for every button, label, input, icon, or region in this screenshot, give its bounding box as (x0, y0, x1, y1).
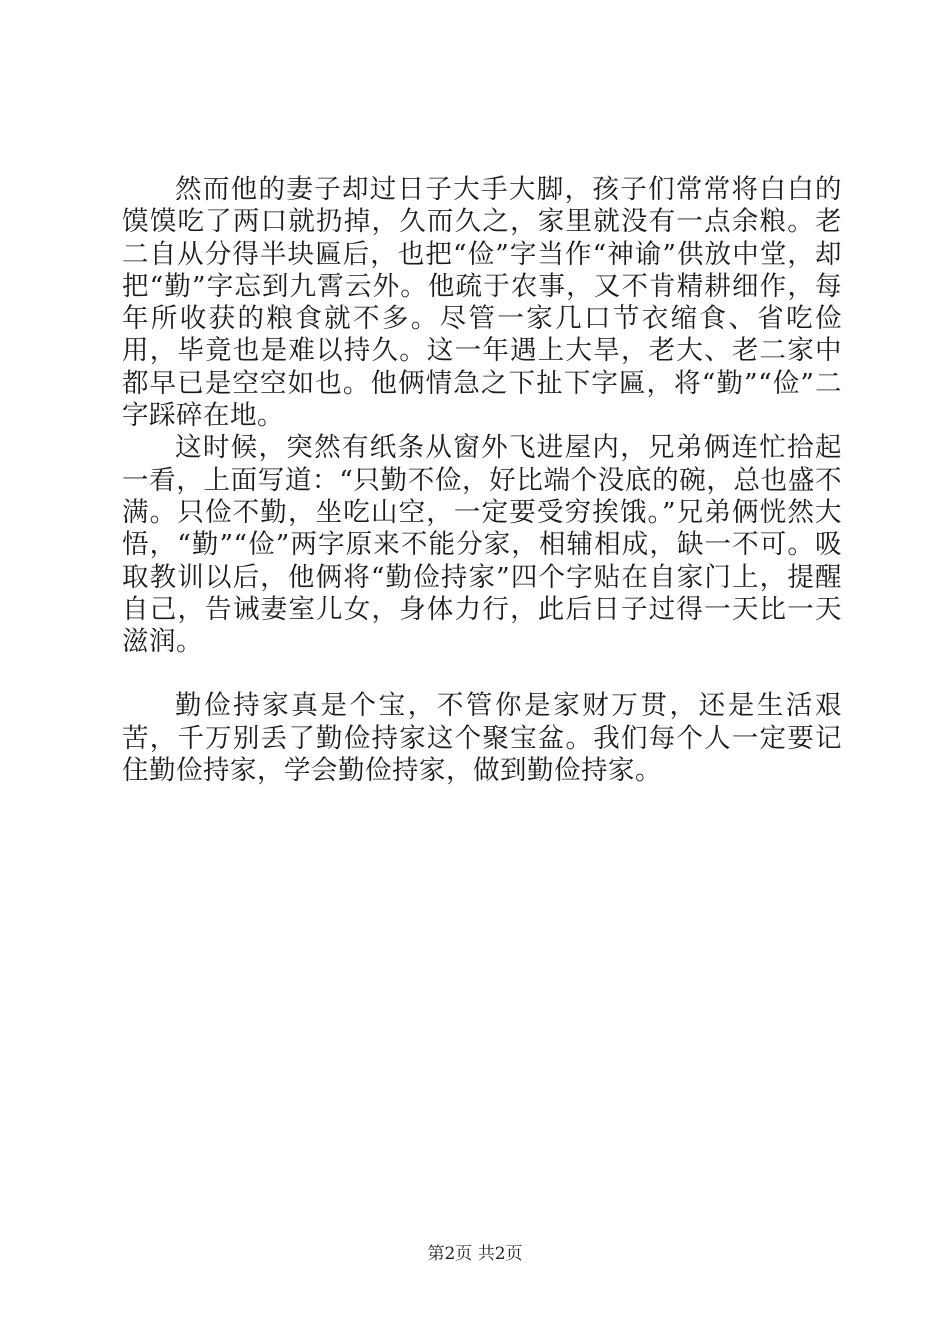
document-body (122, 174, 842, 787)
page-number-footer: 第2页 共2页 (427, 1244, 523, 1264)
paragraph-3: 勤俭持家真是个宝，不管你是家财万贯，还是生活艰苦，千万别丢了勤俭持家这个聚宝盆。我们每个人一定要记住勤俭持家，学会勤俭持家，做到勤俭持家。 (122, 690, 842, 787)
paragraph-spacer (122, 658, 842, 690)
paragraph-1: 然而他的妻子却过日子大手大脚，孩子们常常将白白的馍馍吃了两口就扔掉，久而久之，家里就没有一点余粮。老二自从分得半块匾后，也把“俭”字当作“神谕”供放中堂，却把“勤”字忘到九霄云外。他疏于农事，又不肯精耕细作，每年所收获的粮食就不多。尽管一家几口节衣缩食、省吃俭用，毕竟也是难以持久。这一年遇上大旱，老大、老二家中都早已是空空如也。他俩情急之下扯下字匾，将“勤”“俭”二字踩碎在地。 (122, 174, 842, 432)
paragraph-2: 这时候，突然有纸条从窗外飞进屋内，兄弟俩连忙拾起一看，上面写道：“只勤不俭，好比端个没底的碗，总也盛不满。只俭不勤，坐吃山空，一定要受穷挨饿。”兄弟俩恍然大悟，“勤”“俭”两字原来不能分家，相辅相成，缺一不可。吸取教训以后，他俩将“勤俭持家”四个字贴在自家门上，提醒自己，告诫妻室儿女，身体力行，此后日子过得一天比一天滋润。 (122, 432, 842, 658)
